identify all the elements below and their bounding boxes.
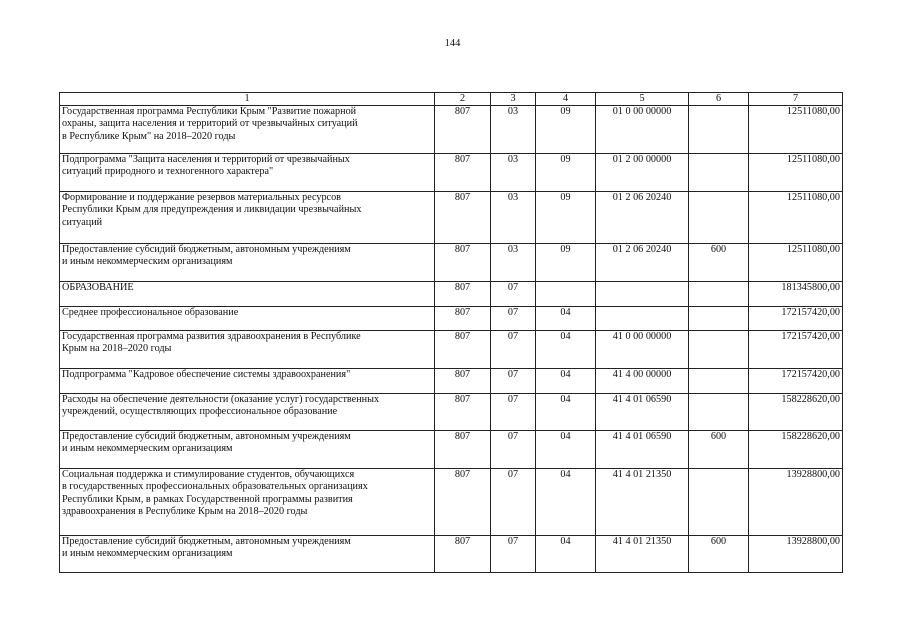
page-number: 144 bbox=[444, 38, 461, 49]
cell-col-3: 07 bbox=[491, 282, 536, 307]
cell-amount: 13928800,00 bbox=[749, 536, 843, 573]
cell-amount: 172157420,00 bbox=[749, 307, 843, 331]
cell-col-2: 807 bbox=[435, 106, 491, 154]
cell-col-2: 807 bbox=[435, 394, 491, 431]
cell-col-6: 600 bbox=[689, 536, 749, 573]
table-row bbox=[60, 282, 843, 307]
row-name: Социальная поддержка и стимулирование студентов, обучающихся в государственных профессиональных образовательных организациях Республики Крым, в рамках Государственной программы развития здравоохранения в Республике Крым на 2018–2020 годы bbox=[60, 469, 435, 536]
cell-col-3: 07 bbox=[491, 394, 536, 431]
cell-col-2: 807 bbox=[435, 307, 491, 331]
row-name: Государственная программа развития здравоохранения в Республике Крым на 2018–2020 годы bbox=[60, 331, 435, 369]
row-name: Предоставление субсидий бюджетным, автономным учреждениям и иным некоммерческим организациям bbox=[60, 431, 435, 469]
row-name: Расходы на обеспечение деятельности (оказание услуг) государственных учреждений, осуществляющих профессиональное образование bbox=[60, 394, 435, 431]
cell-col-6 bbox=[689, 331, 749, 369]
table-row bbox=[60, 431, 843, 469]
cell-amount: 181345800,00 bbox=[749, 282, 843, 307]
row-name: Среднее профессиональное образование bbox=[60, 307, 435, 331]
cell-col-5 bbox=[596, 282, 689, 307]
row-name: ОБРАЗОВАНИЕ bbox=[60, 282, 435, 307]
cell-col-6 bbox=[689, 106, 749, 154]
cell-amount: 172157420,00 bbox=[749, 369, 843, 394]
cell-col-4: 09 bbox=[536, 106, 596, 154]
table-row bbox=[60, 106, 843, 154]
cell-col-4: 04 bbox=[536, 431, 596, 469]
table-row bbox=[60, 536, 843, 573]
cell-col-3: 07 bbox=[491, 431, 536, 469]
cell-col-5: 41 4 01 21350 bbox=[596, 536, 689, 573]
cell-col-4: 09 bbox=[536, 192, 596, 244]
cell-col-2: 807 bbox=[435, 369, 491, 394]
cell-col-2: 807 bbox=[435, 331, 491, 369]
cell-col-2: 807 bbox=[435, 192, 491, 244]
cell-col-4: 04 bbox=[536, 394, 596, 431]
cell-col-6 bbox=[689, 369, 749, 394]
row-name: Подпрограмма "Защита населения и территорий от чрезвычайных ситуаций природного и техногенного характера" bbox=[60, 154, 435, 192]
cell-col-4: 09 bbox=[536, 154, 596, 192]
table-row bbox=[60, 469, 843, 536]
row-name: Подпрограмма "Кадровое обеспечение системы здравоохранения" bbox=[60, 369, 435, 394]
cell-col-2: 807 bbox=[435, 431, 491, 469]
table-row bbox=[60, 394, 843, 431]
cell-col-6 bbox=[689, 469, 749, 536]
cell-col-5: 41 4 01 06590 bbox=[596, 431, 689, 469]
cell-col-3: 07 bbox=[491, 536, 536, 573]
table-row bbox=[60, 192, 843, 244]
cell-col-5: 41 4 00 00000 bbox=[596, 369, 689, 394]
cell-col-3: 07 bbox=[491, 307, 536, 331]
cell-col-3: 03 bbox=[491, 154, 536, 192]
cell-amount: 172157420,00 bbox=[749, 331, 843, 369]
cell-col-5: 41 0 00 00000 bbox=[596, 331, 689, 369]
cell-amount: 12511080,00 bbox=[749, 106, 843, 154]
cell-col-4: 04 bbox=[536, 536, 596, 573]
cell-col-4: 04 bbox=[536, 369, 596, 394]
cell-amount: 12511080,00 bbox=[749, 192, 843, 244]
cell-col-5: 41 4 01 06590 bbox=[596, 394, 689, 431]
cell-col-6 bbox=[689, 192, 749, 244]
cell-col-2: 807 bbox=[435, 244, 491, 282]
cell-col-3: 07 bbox=[491, 369, 536, 394]
table-row bbox=[60, 307, 843, 331]
table-row bbox=[60, 331, 843, 369]
row-name: Предоставление субсидий бюджетным, автономным учреждениям и иным некоммерческим организациям bbox=[60, 536, 435, 573]
header-col-3: 3 bbox=[491, 93, 536, 106]
cell-col-4 bbox=[536, 282, 596, 307]
cell-col-6: 600 bbox=[689, 244, 749, 282]
header-col-6: 6 bbox=[689, 93, 749, 106]
cell-amount: 158228620,00 bbox=[749, 394, 843, 431]
cell-col-3: 07 bbox=[491, 331, 536, 369]
cell-col-2: 807 bbox=[435, 154, 491, 192]
cell-col-5: 01 2 06 20240 bbox=[596, 244, 689, 282]
header-col-4: 4 bbox=[536, 93, 596, 106]
cell-col-4: 04 bbox=[536, 469, 596, 536]
cell-col-2: 807 bbox=[435, 282, 491, 307]
header-row bbox=[60, 93, 843, 106]
cell-col-5: 01 0 00 00000 bbox=[596, 106, 689, 154]
cell-col-6: 600 bbox=[689, 431, 749, 469]
table-row bbox=[60, 244, 843, 282]
cell-col-6 bbox=[689, 394, 749, 431]
row-name: Предоставление субсидий бюджетным, автономным учреждениям и иным некоммерческим организациям bbox=[60, 244, 435, 282]
header-col-7: 7 bbox=[749, 93, 843, 106]
cell-amount: 158228620,00 bbox=[749, 431, 843, 469]
cell-col-6 bbox=[689, 307, 749, 331]
budget-table bbox=[59, 92, 843, 573]
table-row bbox=[60, 154, 843, 192]
row-name: Формирование и поддержание резервов материальных ресурсов Республики Крым для предупреждения и ликвидации чрезвычайных ситуаций bbox=[60, 192, 435, 244]
table-row bbox=[60, 369, 843, 394]
cell-amount: 13928800,00 bbox=[749, 469, 843, 536]
cell-col-2: 807 bbox=[435, 469, 491, 536]
cell-col-3: 03 bbox=[491, 244, 536, 282]
cell-col-4: 09 bbox=[536, 244, 596, 282]
cell-col-6 bbox=[689, 154, 749, 192]
cell-col-6 bbox=[689, 282, 749, 307]
cell-col-5: 41 4 01 21350 bbox=[596, 469, 689, 536]
cell-amount: 12511080,00 bbox=[749, 244, 843, 282]
cell-col-5: 01 2 06 20240 bbox=[596, 192, 689, 244]
cell-col-3: 03 bbox=[491, 106, 536, 154]
cell-col-4: 04 bbox=[536, 307, 596, 331]
cell-col-5: 01 2 00 00000 bbox=[596, 154, 689, 192]
cell-col-3: 03 bbox=[491, 192, 536, 244]
cell-amount: 12511080,00 bbox=[749, 154, 843, 192]
cell-col-4: 04 bbox=[536, 331, 596, 369]
header-col-1: 1 bbox=[60, 93, 435, 106]
cell-col-5 bbox=[596, 307, 689, 331]
cell-col-2: 807 bbox=[435, 536, 491, 573]
cell-col-3: 07 bbox=[491, 469, 536, 536]
header-col-5: 5 bbox=[596, 93, 689, 106]
header-col-2: 2 bbox=[435, 93, 491, 106]
row-name: Государственная программа Республики Крым "Развитие пожарной охраны, защита населения и территорий от чрезвычайных ситуаций в Республике Крым" на 2018–2020 годы bbox=[60, 106, 435, 154]
